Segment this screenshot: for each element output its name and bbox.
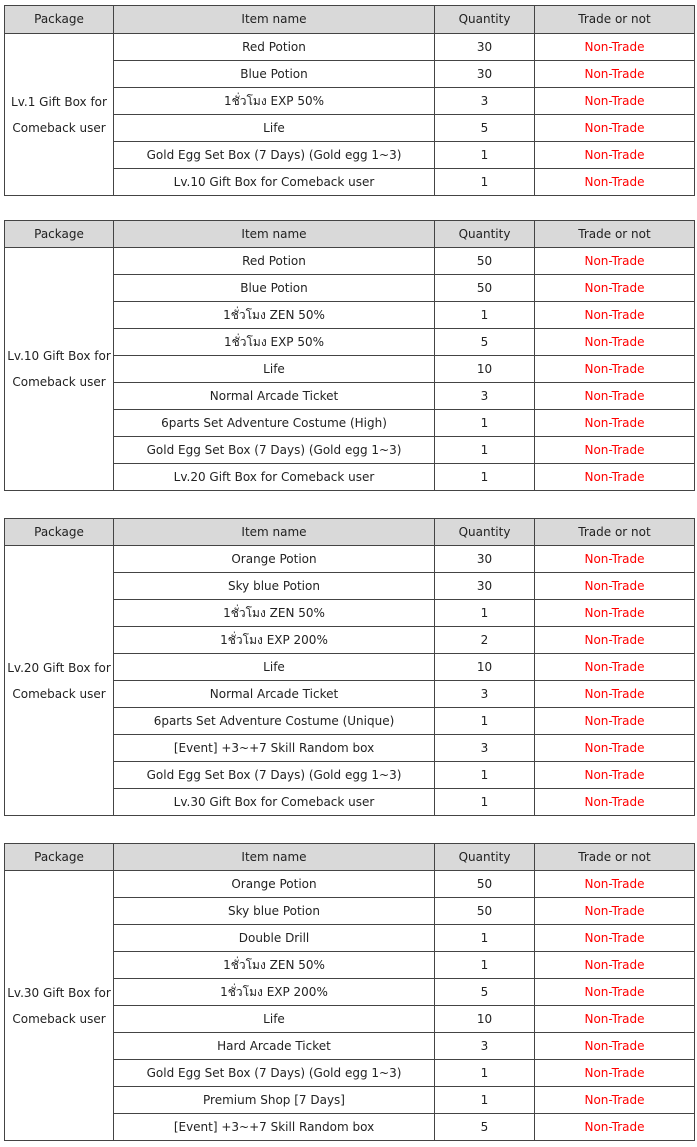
item-qty-cell: 1 (435, 925, 535, 952)
package-name-line2: Comeback user (12, 375, 106, 389)
table-row (5, 248, 695, 275)
item-name-cell: Sky blue Potion (114, 573, 435, 600)
header-trade: Trade or not (535, 6, 695, 34)
package-name-line1: Lv.1 Gift Box for (11, 94, 107, 109)
item-qty-cell: 1 (435, 762, 535, 789)
package-name-line1: Lv.30 Gift Box for (7, 985, 111, 1000)
header-trade: Trade or not (535, 519, 695, 546)
item-trade-cell: Non-Trade (535, 735, 695, 762)
header-quantity: Quantity (435, 519, 535, 546)
item-name-cell: 1ชั่วโมง EXP 200% (114, 979, 435, 1006)
item-trade-cell: Non-Trade (535, 1087, 695, 1114)
item-name-cell: Red Potion (114, 248, 435, 275)
item-name-cell: Gold Egg Set Box (7 Days) (Gold egg 1~3) (114, 437, 435, 464)
item-qty-cell: 50 (435, 871, 535, 898)
table-row (5, 546, 695, 573)
header-package: Package (5, 844, 114, 871)
header-item-name: Item name (114, 844, 435, 871)
item-trade-cell: Non-Trade (535, 871, 695, 898)
item-trade-cell: Non-Trade (535, 600, 695, 627)
package-name-line2: Comeback user (12, 1011, 106, 1026)
item-name-cell: Hard Arcade Ticket (114, 1033, 435, 1060)
item-trade-cell: Non-Trade (535, 61, 695, 88)
header-trade: Trade or not (535, 221, 695, 248)
package-name-line1: Lv.20 Gift Box for (7, 660, 111, 675)
item-name-cell: Gold Egg Set Box (7 Days) (Gold egg 1~3) (114, 142, 435, 169)
item-trade-cell: Non-Trade (535, 681, 695, 708)
package-name-line2: Comeback user (12, 686, 106, 701)
item-trade-cell: Non-Trade (535, 979, 695, 1006)
item-qty-cell: 5 (435, 115, 535, 142)
item-qty-cell: 1 (435, 600, 535, 627)
item-trade-cell: Non-Trade (535, 464, 695, 491)
item-qty-cell: 2 (435, 627, 535, 654)
item-name-cell: Life (114, 115, 435, 142)
item-trade-cell: Non-Trade (535, 302, 695, 329)
item-trade-cell: Non-Trade (535, 952, 695, 979)
item-qty-cell: 1 (435, 437, 535, 464)
item-name-cell: Life (114, 1006, 435, 1033)
item-trade-cell: Non-Trade (535, 275, 695, 302)
item-trade-cell: Non-Trade (535, 654, 695, 681)
item-trade-cell: Non-Trade (535, 1033, 695, 1060)
item-trade-cell: Non-Trade (535, 142, 695, 169)
item-name-cell: 1ชั่วโมง ZEN 50% (114, 302, 435, 329)
item-trade-cell: Non-Trade (535, 169, 695, 196)
package-table-lv20 (4, 518, 695, 816)
item-name-cell: Premium Shop [7 Days] (114, 1087, 435, 1114)
item-qty-cell: 5 (435, 1114, 535, 1141)
item-name-cell: Lv.10 Gift Box for Comeback user (114, 169, 435, 196)
item-qty-cell: 3 (435, 1033, 535, 1060)
item-name-cell: 1ชั่วโมง ZEN 50% (114, 600, 435, 627)
item-qty-cell: 1 (435, 464, 535, 491)
item-name-cell: Sky blue Potion (114, 898, 435, 925)
item-name-cell: 1ชั่วโมง EXP 50% (114, 88, 435, 115)
item-name-cell: 6parts Set Adventure Costume (Unique) (114, 708, 435, 735)
item-name-cell: Red Potion (114, 34, 435, 61)
item-qty-cell: 10 (435, 654, 535, 681)
package-name-line2: Comeback user (12, 120, 106, 135)
item-name-cell: Lv.30 Gift Box for Comeback user (114, 789, 435, 816)
item-name-cell: Double Drill (114, 925, 435, 952)
item-name-cell: Normal Arcade Ticket (114, 681, 435, 708)
item-qty-cell: 3 (435, 735, 535, 762)
package-table-lv30 (4, 843, 695, 1141)
item-trade-cell: Non-Trade (535, 437, 695, 464)
item-qty-cell: 1 (435, 708, 535, 735)
item-name-cell: Life (114, 356, 435, 383)
item-qty-cell: 50 (435, 248, 535, 275)
item-qty-cell: 3 (435, 88, 535, 115)
header-quantity: Quantity (435, 844, 535, 871)
header-package: Package (5, 519, 114, 546)
item-qty-cell: 3 (435, 681, 535, 708)
package-name-line1: Lv.10 Gift Box for (7, 349, 111, 363)
package-table-lv1 (4, 5, 695, 196)
table-row (5, 871, 695, 898)
header-item-name: Item name (114, 519, 435, 546)
header-item-name: Item name (114, 221, 435, 248)
package-name-cell (5, 546, 114, 816)
header-quantity: Quantity (435, 221, 535, 248)
item-qty-cell: 10 (435, 356, 535, 383)
item-name-cell: [Event] +3~+7 Skill Random box (114, 735, 435, 762)
item-trade-cell: Non-Trade (535, 708, 695, 735)
item-trade-cell: Non-Trade (535, 546, 695, 573)
item-name-cell: Blue Potion (114, 275, 435, 302)
item-qty-cell: 50 (435, 898, 535, 925)
item-trade-cell: Non-Trade (535, 356, 695, 383)
item-name-cell: Orange Potion (114, 546, 435, 573)
item-trade-cell: Non-Trade (535, 898, 695, 925)
item-qty-cell: 10 (435, 1006, 535, 1033)
package-name-cell (5, 34, 114, 196)
item-trade-cell: Non-Trade (535, 627, 695, 654)
item-name-cell: Orange Potion (114, 871, 435, 898)
header-package: Package (5, 221, 114, 248)
item-trade-cell: Non-Trade (535, 248, 695, 275)
item-name-cell: Life (114, 654, 435, 681)
item-qty-cell: 3 (435, 383, 535, 410)
item-qty-cell: 1 (435, 410, 535, 437)
item-qty-cell: 30 (435, 61, 535, 88)
item-trade-cell: Non-Trade (535, 1114, 695, 1141)
item-trade-cell: Non-Trade (535, 410, 695, 437)
header-trade: Trade or not (535, 844, 695, 871)
header-quantity: Quantity (435, 6, 535, 34)
item-qty-cell: 30 (435, 573, 535, 600)
item-name-cell: Gold Egg Set Box (7 Days) (Gold egg 1~3) (114, 762, 435, 789)
package-name-cell (5, 248, 114, 491)
item-name-cell: 1ชั่วโมง ZEN 50% (114, 952, 435, 979)
package-name-cell (5, 871, 114, 1141)
header-row (5, 6, 695, 34)
item-name-cell: Normal Arcade Ticket (114, 383, 435, 410)
item-qty-cell: 1 (435, 302, 535, 329)
header-row (5, 519, 695, 546)
header-package: Package (5, 6, 114, 34)
item-trade-cell: Non-Trade (535, 1006, 695, 1033)
item-trade-cell: Non-Trade (535, 573, 695, 600)
item-name-cell: Gold Egg Set Box (7 Days) (Gold egg 1~3) (114, 1060, 435, 1087)
item-name-cell: Blue Potion (114, 61, 435, 88)
item-name-cell: Lv.20 Gift Box for Comeback user (114, 464, 435, 491)
package-table-lv10 (4, 220, 695, 491)
item-qty-cell: 50 (435, 275, 535, 302)
item-qty-cell: 30 (435, 546, 535, 573)
item-qty-cell: 1 (435, 952, 535, 979)
item-qty-cell: 1 (435, 789, 535, 816)
item-trade-cell: Non-Trade (535, 329, 695, 356)
item-trade-cell: Non-Trade (535, 1060, 695, 1087)
item-qty-cell: 5 (435, 329, 535, 356)
item-qty-cell: 1 (435, 1087, 535, 1114)
item-qty-cell: 1 (435, 169, 535, 196)
header-row (5, 844, 695, 871)
header-row (5, 221, 695, 248)
item-trade-cell: Non-Trade (535, 383, 695, 410)
item-trade-cell: Non-Trade (535, 88, 695, 115)
item-qty-cell: 1 (435, 142, 535, 169)
item-trade-cell: Non-Trade (535, 925, 695, 952)
item-name-cell: 6parts Set Adventure Costume (High) (114, 410, 435, 437)
item-name-cell: [Event] +3~+7 Skill Random box (114, 1114, 435, 1141)
table-row (5, 34, 695, 61)
item-trade-cell: Non-Trade (535, 789, 695, 816)
item-qty-cell: 30 (435, 34, 535, 61)
item-name-cell: 1ชั่วโมง EXP 200% (114, 627, 435, 654)
item-qty-cell: 1 (435, 1060, 535, 1087)
item-trade-cell: Non-Trade (535, 115, 695, 142)
item-qty-cell: 5 (435, 979, 535, 1006)
header-item-name: Item name (114, 6, 435, 34)
item-trade-cell: Non-Trade (535, 34, 695, 61)
item-name-cell: 1ชั่วโมง EXP 50% (114, 329, 435, 356)
item-trade-cell: Non-Trade (535, 762, 695, 789)
